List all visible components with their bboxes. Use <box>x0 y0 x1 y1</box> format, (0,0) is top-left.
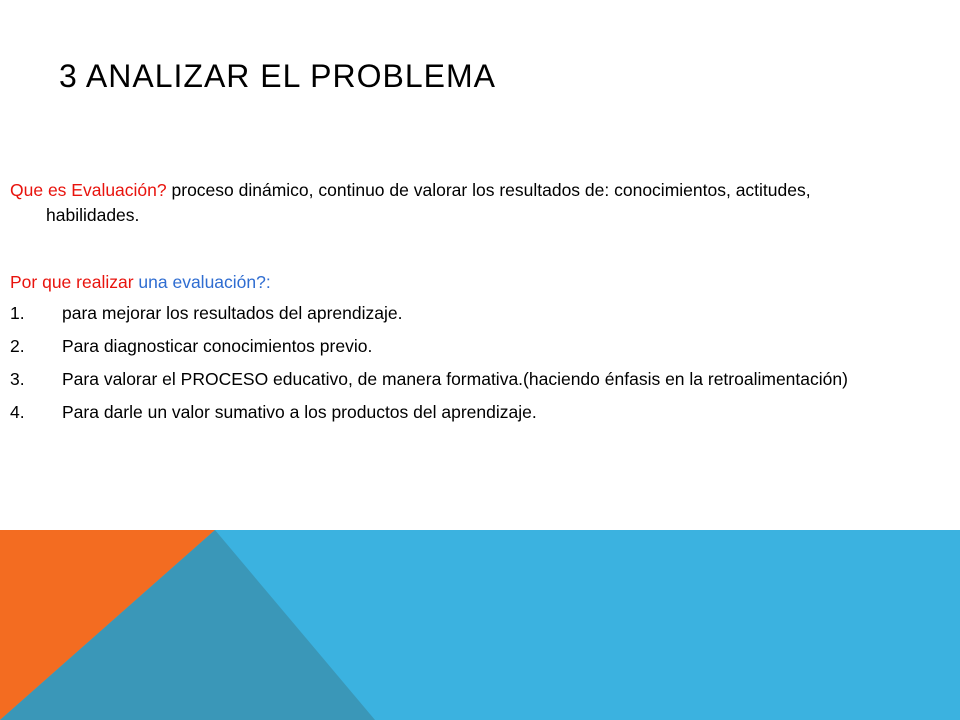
list-item-number: 2. <box>10 336 25 356</box>
reasons-heading-part2: una evaluación?: <box>138 272 271 292</box>
list-item <box>10 301 890 326</box>
list-item-number: 3. <box>10 369 25 389</box>
slide-title: 3 ANALIZAR EL PROBLEMA <box>59 58 496 94</box>
reasons-heading-part1: Por que realizar <box>10 272 139 292</box>
definition-paragraph <box>10 178 890 228</box>
list-item-text: Para valorar el PROCESO educativo, de manera formativa.(haciendo énfasis en la retroalimentación) <box>62 369 848 389</box>
list-item-text: para mejorar los resultados del aprendizaje. <box>62 303 403 323</box>
reasons-heading <box>10 270 890 295</box>
definition-question: Que es Evaluación? <box>10 180 167 200</box>
reasons-list <box>10 301 890 425</box>
list-item-text: Para darle un valor sumativo a los productos del aprendizaje. <box>62 402 537 422</box>
list-item-text: Para diagnosticar conocimientos previo. <box>62 336 373 356</box>
list-item-number: 4. <box>10 402 25 422</box>
list-item <box>10 400 890 425</box>
list-item <box>10 367 890 392</box>
definition-answer: proceso dinámico, continuo de valorar los resultados de: conocimientos, actitudes, habilidades. <box>46 180 811 225</box>
slide-body <box>10 178 890 433</box>
list-item <box>10 334 890 359</box>
decorative-band <box>0 530 960 720</box>
list-item-number: 1. <box>10 303 25 323</box>
